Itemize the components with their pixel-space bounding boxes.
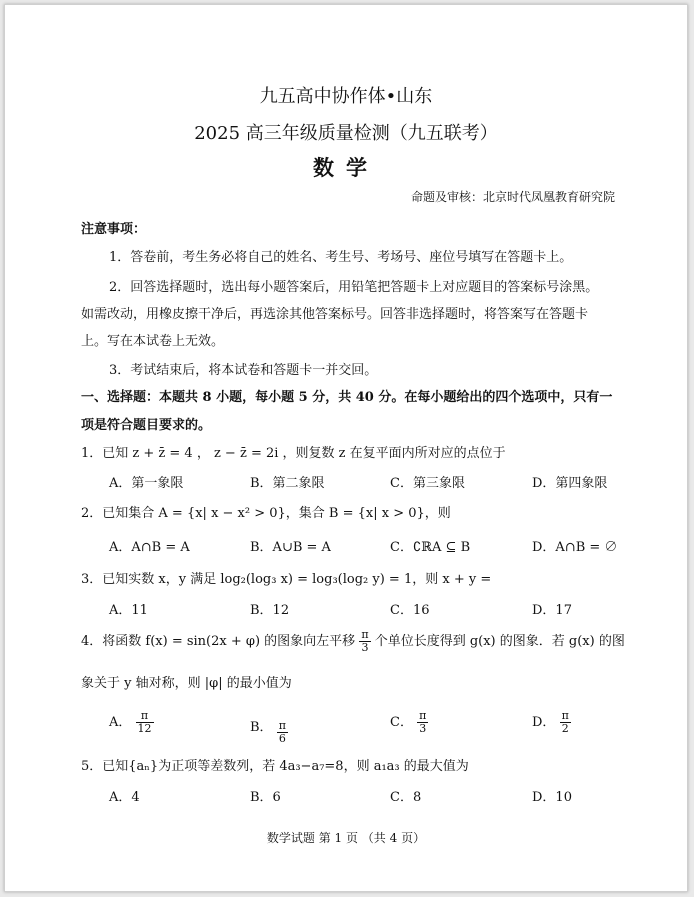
option-fraction (136, 710, 154, 735)
q4-stem-part-1: 4．将函数 f(x) = sin(2x + φ) 的图象向左平移 (81, 634, 356, 649)
option-letter: B． (250, 720, 273, 735)
q4-option-c (390, 710, 428, 735)
subject-title: 数学 (313, 155, 379, 180)
option-letter: D． (532, 715, 556, 730)
question-3-stem: 3．已知实数 x，y 满足 log₂(log₃ x) = log₃(log₂ y) = 1，则 x + y = (81, 572, 492, 587)
option-letter: A． (109, 715, 132, 730)
notice-item-2: 2．回答选择题时，选出每小题答案后，用铅笔把答题卡上对应题目的答案标号涂黑。 (109, 280, 599, 295)
q5-option-b: B．6 (250, 790, 281, 805)
q1-option-c: C．第三象限 (390, 476, 465, 491)
option-fraction (560, 710, 571, 735)
notice-heading: 注意事项： (81, 222, 147, 237)
question-2-stem: 2．已知集合 A = {x| x − x² > 0}，集合 B = {x| x > 0}，则 (81, 506, 451, 521)
notice-item-3: 3．考试结束后，将本试卷和答题卡一并交回。 (109, 363, 378, 378)
section-heading: 一、选择题：本题共 8 小题，每小题 5 分，共 40 分。在每小题给出的四个选项中，只有一 (81, 390, 613, 405)
fraction-denominator: 3 (419, 722, 427, 735)
option-fraction (277, 720, 288, 745)
notice-item-2-cont-2: 上。写在本试卷上无效。 (81, 334, 225, 349)
option-fraction (417, 710, 428, 735)
fraction-denominator: 6 (278, 732, 286, 745)
question-4-stem (81, 629, 625, 654)
q3-option-c: C．16 (390, 603, 430, 618)
fraction-denominator: 3 (361, 641, 369, 654)
question-4-stem-cont: 象关于 y 轴对称，则 |φ| 的最小值为 (81, 676, 292, 691)
q5-option-c: C．8 (390, 790, 422, 805)
setter-credit: 命题及审核：北京时代凤凰教育研究院 (410, 190, 615, 204)
q2-option-c: C．∁ℝA ⊆ B (390, 540, 471, 555)
q1-option-d: D．第四象限 (532, 476, 608, 491)
question-5-stem: 5．已知{aₙ}为正项等差数列，若 4a₃−a₇=8，则 a₁a₃ 的最大值为 (81, 759, 469, 774)
fraction-numerator: π (361, 628, 369, 641)
q3-option-d: D．17 (532, 603, 572, 618)
q4-shift-fraction (359, 629, 370, 654)
q4-stem-part-2: 个单位长度得到 g(x) 的图象．若 g(x) 的图 (374, 634, 625, 649)
fraction-numerator: π (419, 709, 427, 722)
fraction-denominator: 2 (561, 722, 569, 735)
q2-option-d: D．A∩B = ∅ (532, 540, 618, 555)
option-letter: C． (390, 715, 413, 730)
q5-option-d: D．10 (532, 790, 572, 805)
q4-option-b (250, 710, 288, 745)
q2-option-b: B．A∪B = A (250, 540, 331, 555)
q3-option-a: A．11 (109, 603, 148, 618)
q5-option-a: A．4 (109, 790, 140, 805)
fraction-numerator: π (136, 710, 154, 723)
q4-option-d (532, 710, 571, 735)
q1-option-a: A．第一象限 (109, 476, 184, 491)
title-line-2: 2025 高三年级质量检测（九五联考） (194, 123, 498, 144)
fraction-denominator: 12 (137, 722, 152, 735)
q1-option-b: B．第二象限 (250, 476, 325, 491)
q2-option-a: A．A∩B = A (109, 540, 190, 555)
notice-item-1: 1．答卷前，考生务必将自己的姓名、考生号、考场号、座位号填写在答题卡上。 (109, 250, 573, 265)
fraction-numerator: π (561, 709, 569, 722)
notice-item-2-cont: 如需改动，用橡皮擦干净后，再选涂其他答案标号。回答非选择题时，将答案写在答题卡 (81, 307, 589, 322)
q3-option-b: B．12 (250, 603, 290, 618)
exam-page (4, 4, 688, 892)
q4-option-a (109, 710, 154, 735)
question-1-stem: 1．已知 z + z̄ = 4 ， z − z̄ = 2i ，则复数 z 在复平面内所对应的点位于 (81, 446, 506, 461)
page-footer: 数学试题 第 1 页 （共 4 页） (266, 831, 426, 845)
fraction-numerator: π (278, 719, 286, 732)
section-heading-cont: 项是符合题目要求的。 (81, 418, 212, 433)
title-line-1: 九五高中协作体•山东 (259, 86, 433, 107)
